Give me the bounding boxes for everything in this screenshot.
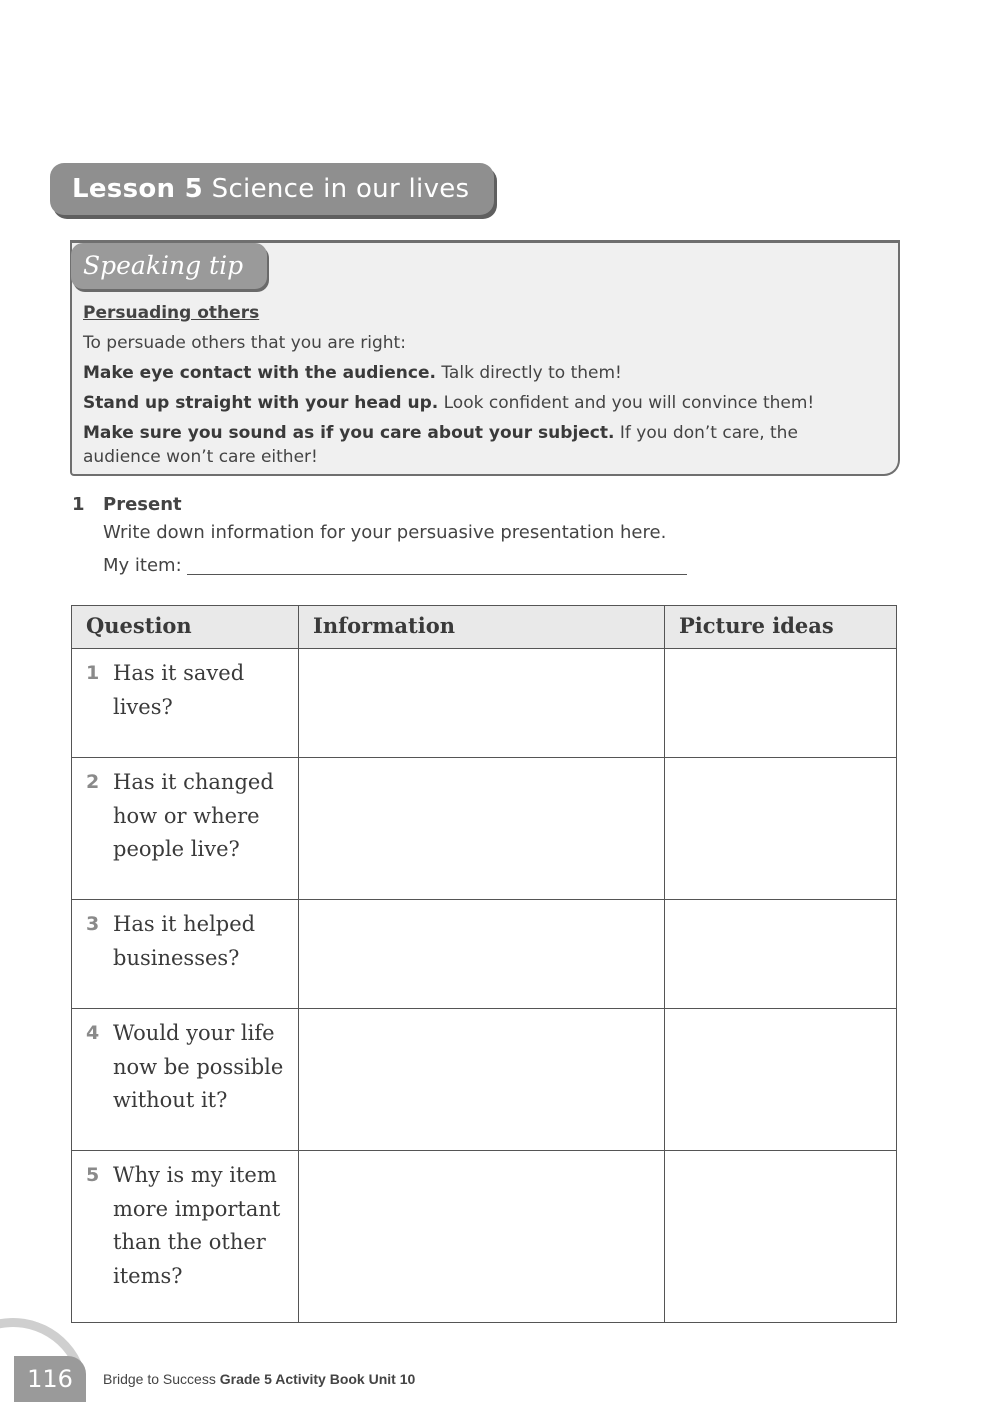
table-row <box>72 1009 897 1151</box>
footer-book: Grade 5 Activity Book Unit 10 <box>219 1371 416 1387</box>
picture-ideas-cell[interactable] <box>665 758 897 900</box>
tip-heading: Persuading others <box>83 303 260 323</box>
picture-ideas-cell[interactable] <box>665 1009 897 1151</box>
my-item-label: My item: <box>103 555 182 576</box>
question-cell <box>72 649 299 758</box>
picture-ideas-cell[interactable] <box>665 1151 897 1323</box>
question-text: Has it helped businesses? <box>113 912 256 970</box>
question-number: 3 <box>86 913 100 935</box>
question-text: Would your life now be possible without it? <box>113 1021 284 1112</box>
information-cell[interactable] <box>299 1009 665 1151</box>
footer-series: Bridge to Success <box>103 1371 216 1387</box>
tip-item-bold: Make sure you sound as if you care about your subject. <box>83 423 615 443</box>
tip-item-1 <box>83 358 883 388</box>
lesson-title: Science in our lives <box>211 174 470 204</box>
page-number: 116 <box>14 1356 86 1402</box>
footer-credit <box>103 1371 415 1387</box>
question-text: Has it changed how or where people live? <box>113 770 274 861</box>
exercise-title: Present <box>103 494 182 515</box>
lesson-title-banner <box>50 163 494 215</box>
question-number: 2 <box>86 771 100 793</box>
question-number: 1 <box>86 662 100 684</box>
question-text: Has it saved lives? <box>113 661 245 719</box>
question-cell <box>72 758 299 900</box>
tip-item-text: If you don’t care, the audience won’t care either! <box>83 423 798 467</box>
tip-item-bold: Make eye contact with the audience. <box>83 363 436 383</box>
question-cell <box>72 900 299 1009</box>
speaking-tip-tab: Speaking tip <box>71 243 267 289</box>
tip-item-text: Talk directly to them! <box>435 363 622 383</box>
question-number: 5 <box>86 1164 100 1186</box>
exercise-number: 1 <box>72 494 85 515</box>
table-header-row <box>72 606 897 649</box>
question-cell <box>72 1009 299 1151</box>
information-cell[interactable] <box>299 900 665 1009</box>
tip-item-3 <box>83 421 863 469</box>
tip-intro: To persuade others that you are right: <box>83 333 406 353</box>
table-row <box>72 900 897 1009</box>
table-row <box>72 649 897 758</box>
tip-item-text: Look confident and you will convince them! <box>438 393 815 413</box>
exercise-instruction: Write down information for your persuasive presentation here. <box>103 522 667 543</box>
table-row <box>72 1151 897 1323</box>
information-cell[interactable] <box>299 758 665 900</box>
question-cell <box>72 1151 299 1323</box>
presentation-table <box>71 605 897 1323</box>
column-header-information: Information <box>299 606 665 649</box>
column-header-question: Question <box>72 606 299 649</box>
table-row <box>72 758 897 900</box>
speaking-tip-content <box>83 298 883 469</box>
lesson-number: Lesson 5 <box>72 174 204 204</box>
tip-item-bold: Stand up straight with your head up. <box>83 393 439 413</box>
information-cell[interactable] <box>299 1151 665 1323</box>
picture-ideas-cell[interactable] <box>665 900 897 1009</box>
column-header-picture-ideas: Picture ideas <box>665 606 897 649</box>
question-text: Why is my item more important than the other items? <box>113 1163 281 1288</box>
information-cell[interactable] <box>299 649 665 758</box>
tip-item-2 <box>83 388 883 418</box>
picture-ideas-cell[interactable] <box>665 649 897 758</box>
question-number: 4 <box>86 1022 100 1044</box>
my-item-write-line[interactable] <box>187 574 687 575</box>
